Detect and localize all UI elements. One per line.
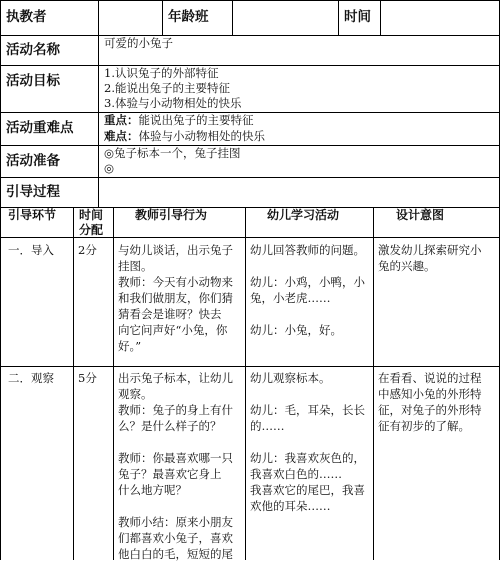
text-line: [250, 306, 365, 322]
text-line: 我喜欢它的尾巴，我喜: [250, 483, 365, 497]
goal-item: 1.认识兔子的外部特征: [104, 66, 219, 80]
text-line: 兔，小老虎……: [250, 291, 331, 305]
text-line: 教师小结：原来小朋友: [118, 515, 233, 529]
text-line: 和我们做朋友，你们猜: [118, 291, 233, 305]
text-line: 教师：你最喜欢哪一只: [118, 451, 233, 465]
grid-line: [113, 207, 114, 560]
goals-label: 活动目标: [6, 73, 60, 89]
text-line: 征，对兔子的外形特: [378, 403, 482, 417]
col-header-intent: 设计意图: [396, 208, 445, 222]
text-line: [118, 434, 233, 450]
text-line: 猜看会是谁呀？快去: [118, 307, 222, 321]
grid-line: [73, 207, 74, 560]
col-header-stage: 引导环节: [8, 208, 57, 222]
time-label: 时间: [344, 9, 371, 25]
text-line: 激发幼儿探索研究小: [378, 243, 482, 257]
text-line: 征有初步的了解。: [378, 419, 470, 433]
text-line: 与幼儿谈话，出示兔子: [118, 243, 233, 257]
col-header-time: 分配: [79, 223, 104, 237]
text-line: 幼儿：小兔，好。: [250, 323, 342, 337]
goal-item: 2.能说出兔子的主要特征: [104, 81, 230, 95]
text-line: [250, 386, 365, 402]
text-line: 什么地方呢？: [118, 483, 187, 497]
text-line: 教师：兔子的身上有什: [118, 403, 233, 417]
text-line: 在看看、说说的过程: [378, 371, 482, 385]
text-line: 么？是什么样子的？: [118, 419, 222, 433]
col-header-time: 时间: [79, 208, 104, 222]
goal-item: 3.体验与小动物相处的快乐: [104, 96, 242, 110]
grid-line: [162, 0, 163, 35]
text-line: 他白白的毛，短短的尾: [118, 547, 233, 561]
text-line: 幼儿回答教师的问题。: [250, 243, 365, 257]
row-teacher-text: [118, 242, 233, 354]
row-time: 2分: [78, 243, 97, 257]
text-line: 们都喜欢小兔子，喜欢: [118, 531, 233, 545]
row-stage: 一．导入: [8, 243, 54, 257]
text-line: 兔子？最喜欢它身上: [118, 467, 222, 481]
grid-line: [245, 207, 246, 560]
col-header-teacher: 教师引导行为: [135, 208, 208, 222]
teacher-label: 执教者: [6, 9, 47, 25]
grid-line: [0, 237, 500, 238]
table-border-left: [0, 0, 1, 560]
table-border-top: [0, 0, 500, 1]
text-line: 出示兔子标本，让幼儿: [118, 371, 233, 385]
difficult-text: 体验与小动物相处的快乐: [138, 129, 265, 143]
activity-name-value: 可爱的小兔子: [104, 36, 173, 50]
key-text: 能说出兔子的主要特征: [138, 113, 254, 127]
row-teacher-text: [118, 370, 233, 562]
text-line: 挂图。: [118, 259, 153, 273]
text-line: 的……: [250, 419, 285, 433]
text-line: 向它问声好“小兔，你: [118, 323, 228, 337]
text-line: [250, 434, 365, 450]
prep-line: ◎兔子标本一个，兔子挂图: [104, 146, 241, 160]
text-line: 幼儿：小鸡，小鸭，小: [250, 275, 365, 289]
text-line: 中感知小兔的外形特: [378, 387, 482, 401]
text-line: 欢他的耳朵……: [250, 499, 331, 513]
prep-line: ◎: [104, 161, 115, 175]
text-line: 兔的兴趣。: [378, 259, 436, 273]
grade-label: 年龄班: [168, 9, 209, 25]
text-line: 我喜欢白色的……: [250, 467, 342, 481]
col-header-child: 幼儿学习活动: [267, 208, 340, 222]
grid-line: [0, 65, 500, 66]
grid-line: [0, 177, 500, 178]
text-line: 观察。: [118, 387, 153, 401]
difficult-tag: 难点：: [104, 129, 139, 143]
row-time: 5分: [78, 371, 97, 385]
grid-line: [98, 0, 99, 207]
grid-line: [338, 0, 339, 35]
grid-line: [0, 366, 500, 367]
text-line: 幼儿观察标本。: [250, 371, 331, 385]
text-line: 幼儿：我喜欢灰色的，: [250, 451, 365, 465]
grid-line: [232, 0, 233, 35]
process-title: 引导过程: [6, 184, 60, 200]
row-stage: 二．观察: [8, 371, 54, 385]
grid-line: [380, 0, 381, 35]
text-line: [250, 258, 365, 274]
difficult-point-line: [104, 128, 265, 144]
row-child-text: [250, 242, 365, 338]
key-point-line: [104, 112, 254, 128]
activity-name-label: 活动名称: [6, 42, 60, 58]
grid-line: [373, 207, 374, 560]
row-intent-text: [378, 242, 482, 274]
text-line: 好。”: [118, 339, 142, 353]
prep-label: 活动准备: [6, 153, 60, 169]
row-child-text: [250, 370, 365, 514]
row-intent-text: [378, 370, 482, 434]
grid-line: [0, 35, 500, 36]
text-line: 幼儿：毛，耳朵，长长: [250, 403, 365, 417]
key-tag: 重点：: [104, 113, 139, 127]
key-points-label: 活动重难点: [6, 120, 74, 136]
text-line: 教师：今天有小动物来: [118, 275, 233, 289]
grid-line: [0, 145, 500, 146]
text-line: [118, 498, 233, 514]
